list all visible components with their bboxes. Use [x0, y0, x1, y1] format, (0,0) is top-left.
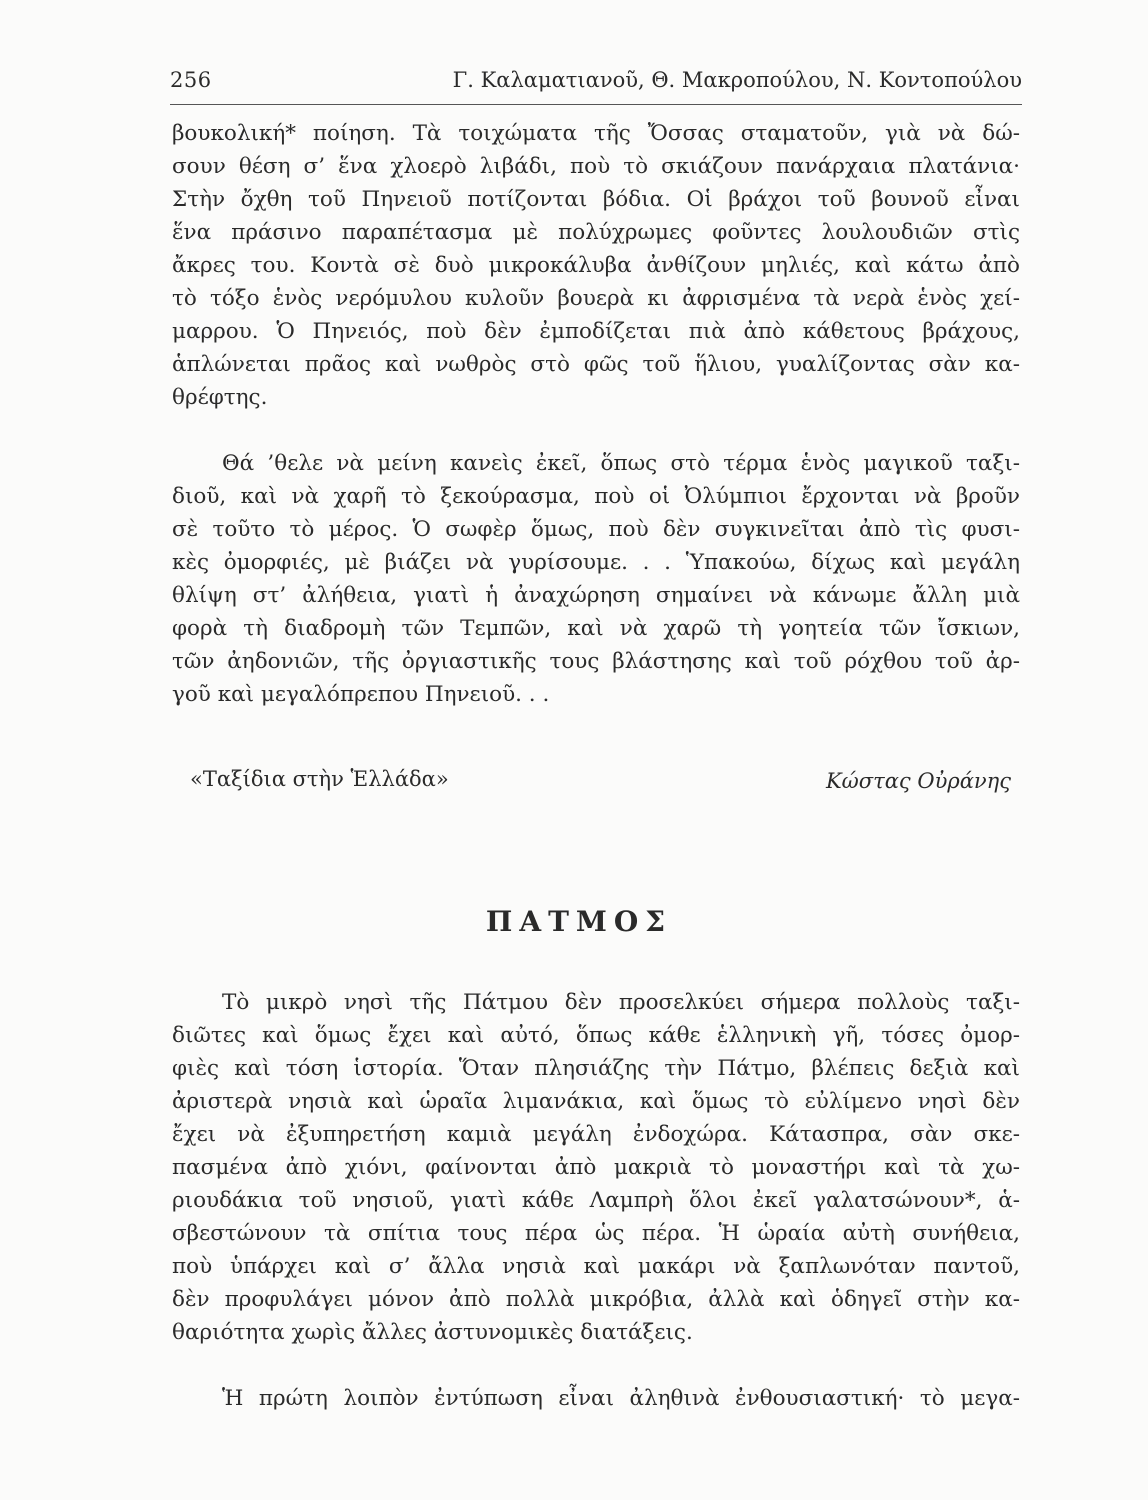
text-line: φιὲς καὶ τόση ἱστορία. Ὅταν πλησιάζης τὴν Πάτμο, βλέπεις δεξιὰ καὶ: [172, 1056, 1020, 1081]
text-line: γοῦ καὶ μεγαλόπρεπου Πηνειοῦ. . .: [172, 682, 550, 707]
text-line: ἀριστερὰ νησιὰ καὶ ὡραῖα λιμανάκια, καὶ ὅμως τὸ εὐλίμενο νησὶ δὲν: [172, 1089, 1020, 1114]
text-line: πασμένα ἀπὸ χιόνι, φαίνονται ἀπὸ μακριὰ τὸ μοναστήρι καὶ τὰ χω-: [172, 1155, 1020, 1180]
text-line: τὸ τόξο ἑνὸς νερόμυλου κυλοῦν βουερὰ κι ἀφρισμένα τὰ νερὰ ἑνὸς χεί-: [172, 286, 1020, 311]
text-line: σβεστώνουν τὰ σπίτια τους πέρα ὡς πέρα. Ἡ ὡραία αὐτὴ συνήθεια,: [172, 1221, 1020, 1246]
page-number: 256: [170, 68, 212, 92]
text-line: διῶτες καὶ ὅμως ἔχει καὶ αὐτό, ὅπως κάθε ἑλληνικὴ γῆ, τόσες ὀμορ-: [172, 1023, 1020, 1048]
text-line: θαριότητα χωρὶς ἄλλες ἀστυνομικὲς διατάξεις.: [172, 1320, 693, 1345]
section-title: ΠΑΤΜΟΣ: [485, 905, 673, 938]
text-line: τῶν ἀηδονιῶν, τῆς ὀργιαστικῆς τους βλάστησης καὶ τοῦ ρόχθου τοῦ ἀρ-: [172, 649, 1020, 674]
text-line: ἁπλώνεται πρᾶος καὶ νωθρὸς στὸ φῶς τοῦ ἥλιου, γυαλίζοντας σὰν κα-: [172, 352, 1020, 377]
text-line: φορὰ τὴ διαδρομὴ τῶν Τεμπῶν, καὶ νὰ χαρῶ τὴ γοητεία τῶν ἴσκιων,: [172, 616, 1020, 641]
text-line: θρέφτης.: [172, 385, 268, 410]
text-line: σὲ τοῦτο τὸ μέρος. Ὁ σωφὲρ ὅμως, ποὺ δὲν συγκινεῖται ἀπὸ τὶς φυσι-: [172, 517, 1020, 542]
text-line: θλίψη στ’ ἀλήθεια, γιατὶ ἡ ἀναχώρηση σημαίνει νὰ κάνωμε ἄλλη μιὰ: [172, 583, 1020, 608]
running-head: [170, 64, 1022, 105]
header-authors: Γ. Καλαματιανοῦ, Θ. Μακροπούλου, Ν. Κοντοπούλου: [452, 68, 1022, 92]
text-line: ἄκρες του. Κοντὰ σὲ δυὸ μικροκάλυβα ἀνθίζουν μηλιές, καὶ κάτω ἀπὸ: [172, 253, 1020, 278]
text-line: δὲν προφυλάγει μόνον ἀπὸ πολλὰ μικρόβια, ἀλλὰ καὶ ὁδηγεῖ στὴν κα-: [172, 1287, 1020, 1312]
excerpt-author: Κώστας Οὐράνης: [825, 769, 1011, 793]
text-line: ἔχει νὰ ἐξυπηρετήση καμιὰ μεγάλη ἐνδοχώρα. Κάτασπρα, σὰν σκε-: [172, 1122, 1020, 1147]
text-line: Στὴν ὄχθη τοῦ Πηνειοῦ ποτίζονται βόδια. Οἱ βράχοι τοῦ βουνοῦ εἶναι: [172, 187, 1020, 212]
text-line: Τὸ μικρὸ νησὶ τῆς Πάτμου δὲν προσελκύει σήμερα πολλοὺς ταξι-: [222, 990, 1020, 1015]
text-line: μαρρου. Ὁ Πηνειός, ποὺ δὲν ἐμποδίζεται πιὰ ἀπὸ κάθετους βράχους,: [172, 319, 1020, 344]
text-line: Ἡ πρώτη λοιπὸν ἐντύπωση εἶναι ἀληθινὰ ἐνθουσιαστική· τὸ μεγα-: [222, 1386, 1020, 1411]
excerpt-source: «Ταξίδια στὴν Ἑλλάδα»: [190, 767, 449, 791]
text-line: Θά ’θελε νὰ μείνη κανεὶς ἐκεῖ, ὅπως στὸ τέρμα ἑνὸς μαγικοῦ ταξι-: [222, 451, 1020, 476]
text-line: κὲς ὀμορφιές, μὲ βιάζει νὰ γυρίσουμε. . . Ὑπακούω, δίχως καὶ μεγάλη: [172, 550, 1020, 575]
text-line: διοῦ, καὶ νὰ χαρῆ τὸ ξεκούρασμα, ποὺ οἱ Ὀλύμπιοι ἔρχονται νὰ βροῦν: [172, 484, 1020, 509]
text-line: σουν θέση σ’ ἕνα χλοερὸ λιβάδι, ποὺ τὸ σκιάζουν πανάρχαια πλατάνια·: [172, 154, 1020, 179]
text-line: ποὺ ὑπάρχει καὶ σ’ ἄλλα νησιὰ καὶ μακάρι νὰ ξαπλωνόταν παντοῦ,: [172, 1254, 1020, 1279]
text-line: ριουδάκια τοῦ νησιοῦ, γιατὶ κάθε Λαμπρὴ ὅλοι ἐκεῖ γαλατσώνουν*, ἁ-: [172, 1188, 1020, 1213]
text-line: βουκολική* ποίηση. Τὰ τοιχώματα τῆς Ὄσσας σταματοῦν, γιὰ νὰ δώ-: [172, 121, 1020, 146]
text-line: ἕνα πράσινο παραπέτασμα μὲ πολύχρωμες φοῦντες λουλουδιῶν στὶς: [172, 220, 1020, 245]
